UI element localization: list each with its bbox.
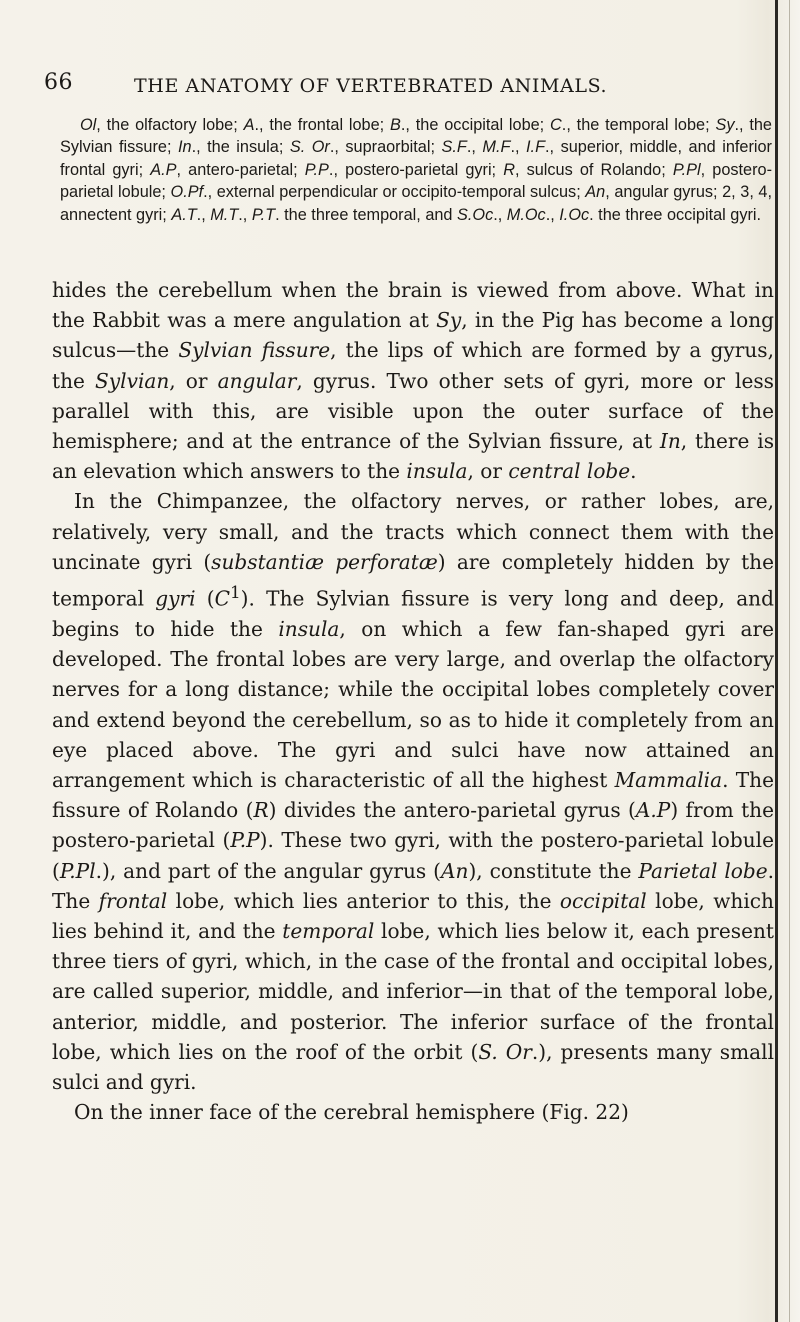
paragraph-1: hides the cerebellum when the brain is viewed from above. What in the Rabbit was a mere angulation at Sy, in the Pig has become a long sulcus—the Sylvian fissure, the lips of which are formed by a gyrus, the Sylvian, or angular, gyrus. Two other sets of gyri, more or less parallel with this, are visible upon the outer surface of the hemisphere; and at the entrance of the Sylvian fissure, at In, there is an elevation which answers to the insula, or central lobe. [52,278,775,484]
paragraph-3: On the inner face of the cerebral hemisphere (Fig. 22) [74,1100,629,1125]
body-text [52,275,774,1127]
running-title: THE ANATOMY OF VERTEBRATED ANIMALS. [134,75,608,97]
page-number: 66 [44,70,73,95]
caption-text: Ol, the olfactory lobe; A., the frontal lobe; B., the occipital lobe; C., the temporal lobe; Sy., the Sylvian fissure; In., the insula; S. Or., supraorbital; S.F., M.F., I.F., superior, middle, and inferior frontal gyri; A.P, antero-parietal; P.P., postero-parietal gyri; R, sulcus of Rolando; P.Pl, postero-parietal lobule; O.Pf., external perpendicular or occipito-temporal sulcus; An, angular gyrus; 2, 3, 4, annectent gyri; A.T., M.T., P.T. the three temporal, and S.Oc., M.Oc., I.Oc. the three occipital gyri. [60,116,772,224]
page-edge-shadow [789,0,790,1322]
figure-caption [60,114,772,226]
page-edge [775,0,778,1322]
paragraph-2: In the Chimpanzee, the olfactory nerves, or rather lobes, are, relatively, very small, and the tracts which connect them with the uncinate gyri (substantiæ perforatæ) are completely hidden by the temporal gyri $(C^1)$. The Sylvian fissure is very long and deep, and begins to hide the insula, on which a few fan-shaped gyri are developed. The frontal lobes are very large, and overlap the olfactory nerves for a long distance; while the occipital lobes completely cover and extend beyond the cerebellum, so as to hide it completely from an eye placed above. The gyri and sulci have now attained an arrangement which is characteristic of all the highest Mammalia. The fissure of Rolando (R) divides the antero-parietal gyrus (A.P) from the postero-parietal (P.P). These two gyri, with the postero-parietal lobule (P.Pl.), and part of the angular gyrus (An), constitute the Parietal lobe. The frontal lobe, which lies anterior to this, the occipital lobe, which lies behind it, and the temporal lobe, which lies below it, each present three tiers of gyri, which, in the case of the frontal and occipital lobes, are called superior, middle, and inferior—in that of the temporal lobe, anterior, middle, and posterior. The inferior surface of the frontal lobe, which lies on the roof of the orbit (S. Or.), presents many small sulci and gyri. [52,489,775,1094]
